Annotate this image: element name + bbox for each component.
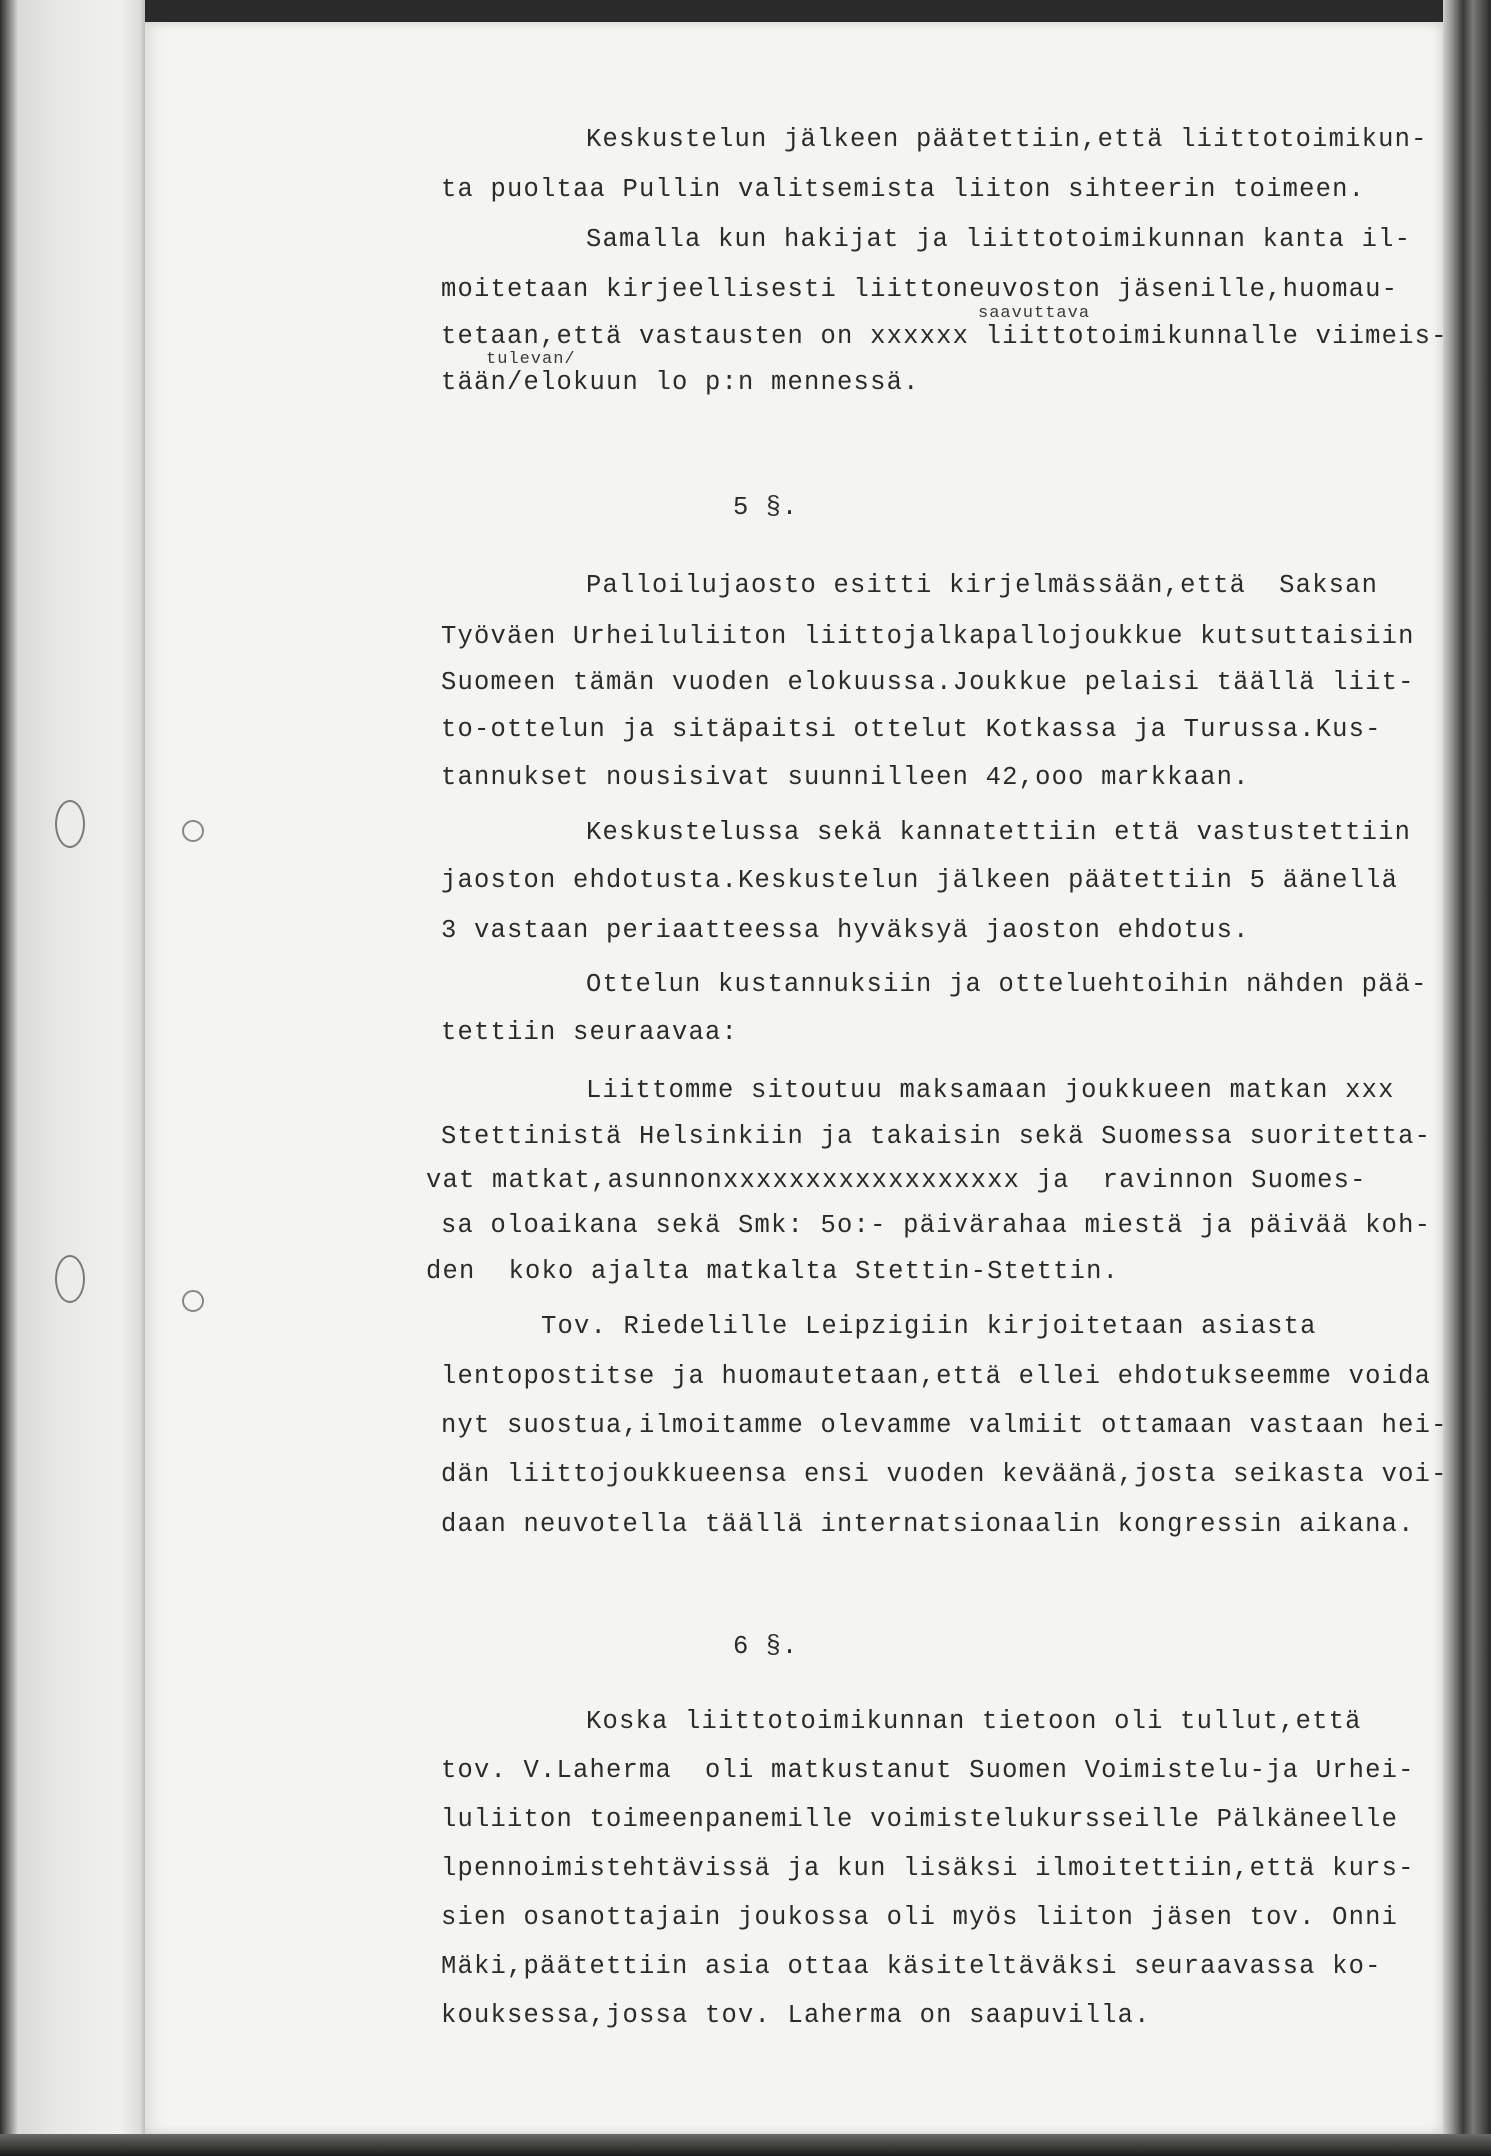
text-line: Stettinistä Helsinkiin ja takaisin sekä Suomessa suoritetta-: [441, 1122, 1432, 1151]
text-line: sa oloaikana sekä Smk: 5o:- päivärahaa miestä ja päivää koh-: [441, 1211, 1432, 1240]
text-line: Työväen Urheiluliiton liittojalkapallojoukkue kutsuttaisiin: [441, 622, 1415, 651]
text-line: Mäki,päätettiin asia ottaa käsiteltäväksi seuraavassa ko-: [441, 1952, 1382, 1981]
text-line: to-ottelun ja sitäpaitsi ottelut Kotkassa ja Turussa.Kus-: [441, 715, 1382, 744]
text-line: lpennoimistehtävissä ja kun lisäksi ilmoitettiin,että kurs-: [441, 1854, 1415, 1883]
text-line: Tov. Riedelille Leipzigiin kirjoitetaan asiasta: [541, 1312, 1317, 1341]
text-line: luliiton toimeenpanemille voimistelukursseille Pälkäneelle: [441, 1805, 1399, 1834]
text-line: Keskustelun jälkeen päätettiin,että liittotoimikun-: [586, 125, 1428, 154]
handwritten-insert: saavuttava: [978, 304, 1091, 323]
text-line: sien osanottajain joukossa oli myös liiton jäsen tov. Onni: [441, 1903, 1399, 1932]
text-line: moitetaan kirjeellisesti liittoneuvoston jäsenille,huomau-: [441, 275, 1399, 304]
text-line: jaoston ehdotusta.Keskustelun jälkeen päätettiin 5 äänellä: [441, 866, 1399, 895]
text-line: tov. V.Laherma oli matkustanut Suomen Voimistelu-ja Urhei-: [441, 1756, 1415, 1785]
text-line: vat matkat,asunnonxxxxxxxxxxxxxxxxxx ja ravinnon Suomes-: [426, 1166, 1367, 1195]
section-heading: 6 §.: [733, 1632, 799, 1661]
text-line: Keskustelussa sekä kannatettiin että vastustettiin: [586, 818, 1412, 847]
text-line: nyt suostua,ilmoitamme olevamme valmiit ottamaan vastaan hei-: [441, 1411, 1448, 1440]
text-line: Suomeen tämän vuoden elokuussa.Joukkue pelaisi täällä liit-: [441, 668, 1415, 697]
text-line: dän liittojoukkueensa ensi vuoden keväänä,josta seikasta voi-: [441, 1460, 1448, 1489]
text-line: tään/elokuun lo p:n mennessä.: [441, 368, 920, 397]
section-heading: 5 §.: [733, 493, 799, 522]
text-line: den koko ajalta matkalta Stettin-Stettin.: [426, 1257, 1120, 1286]
text-line: lentopostitse ja huomautetaan,että ellei ehdotukseemme voida: [441, 1362, 1432, 1391]
text-line: Ottelun kustannuksiin ja otteluehtoihin nähden pää-: [586, 970, 1428, 999]
text-line: Koska liittotoimikunnan tietoon oli tullut,että: [586, 1707, 1362, 1736]
text-line: daan neuvotella täällä internatsionaalin kongressin aikana.: [441, 1510, 1415, 1539]
text-line: Palloilujaosto esitti kirjelmässään,että Saksan: [586, 571, 1379, 600]
text-line: kouksessa,jossa tov. Laherma on saapuvilla.: [441, 2001, 1151, 2030]
handwritten-insert: tulevan/: [486, 350, 576, 369]
text-line: 3 vastaan periaatteessa hyväksyä jaoston ehdotus.: [441, 916, 1250, 945]
text-line: tannukset nousisivat suunnilleen 42,ooo markkaan.: [441, 763, 1250, 792]
text-line: Samalla kun hakijat ja liittotoimikunnan kanta il-: [586, 225, 1412, 254]
text-line: tetaan,että vastausten on xxxxxx liittotoimikunnalle viimeis-: [441, 322, 1448, 351]
text-line: Liittomme sitoutuu maksamaan joukkueen matkan xxx: [586, 1076, 1395, 1105]
text-line: tettiin seuraavaa:: [441, 1018, 739, 1047]
text-line: ta puoltaa Pullin valitsemista liiton sihteerin toimeen.: [441, 175, 1366, 204]
